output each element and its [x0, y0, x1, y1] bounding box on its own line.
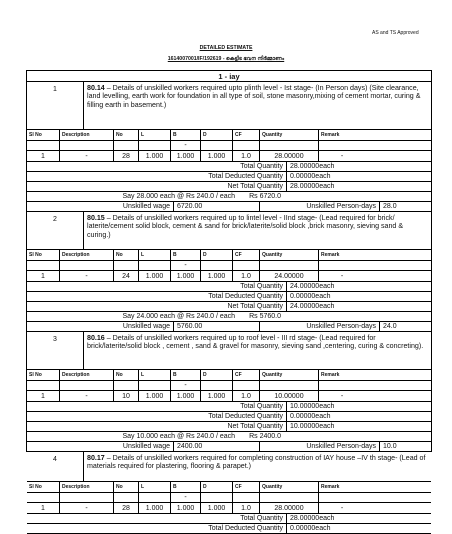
approval-note: AS and TS Approved: [372, 30, 419, 36]
table-cell: Sl No: [29, 484, 42, 490]
table-cell: -: [318, 503, 365, 513]
table-cell: 1: [41, 504, 45, 512]
table-cell: [27, 141, 59, 150]
table-cell: 1.000: [138, 151, 170, 161]
wage-row: [27, 442, 431, 452]
table-cell: Description: [59, 250, 113, 260]
table-cell: Quantity: [259, 370, 318, 380]
table-cell: 1: [41, 272, 45, 280]
net-quantity-row: [27, 422, 431, 432]
table-cell: 1.0: [232, 503, 259, 513]
wage-value: 6720.00: [173, 202, 259, 211]
amount-text: Rs 5760.0: [249, 313, 281, 320]
total-label: Net Total Quantity: [227, 303, 283, 310]
total-quantity-row: [27, 402, 431, 412]
table-cell: 1.000: [200, 391, 232, 401]
table-cell: [138, 493, 170, 502]
table-cell: No: [113, 130, 138, 140]
table-cell: D: [200, 250, 232, 260]
measurement-row: [27, 391, 431, 402]
item-number: 2: [53, 216, 57, 223]
table-cell: B: [170, 370, 200, 380]
item-description-row: [27, 212, 431, 250]
rate-row: [27, 432, 431, 442]
measurement-row: [27, 151, 431, 162]
wage-label: Unskilled wage: [122, 443, 170, 450]
table-cell: [113, 381, 138, 390]
table-cell: [113, 141, 138, 150]
rate-text: Say 24.000 each @ Rs 240.0 / each: [122, 313, 236, 320]
table-cell: 28.00000: [259, 151, 318, 161]
table-cell: [27, 261, 59, 270]
dash-row: [27, 141, 431, 151]
table-cell: 1.000: [138, 391, 170, 401]
table-cell: 1: [41, 152, 45, 160]
item-text: – Details of unskilled workers required up to lintel level - IInd stage- (Lead required for brick/ laterite/cement solid block, cement & sand for brick/laterite/solid block ,brick masonry, sieving sand & curing.): [87, 214, 404, 239]
wage-row: [27, 322, 431, 332]
days-label: Unskilled Person-days: [259, 322, 379, 331]
rate-text: Say 28.000 each @ Rs 240.0 / each: [122, 193, 236, 200]
item-code: 80.14: [87, 84, 105, 92]
total-label: Total Quantity: [240, 163, 283, 170]
rate-row: [27, 192, 431, 202]
measurement-row: [27, 271, 431, 282]
table-cell: -: [170, 261, 200, 270]
table-cell: [59, 381, 113, 390]
column-header-row: [27, 130, 431, 141]
item-number: 4: [53, 456, 57, 463]
table-cell: -: [170, 141, 200, 150]
table-cell: 1.0: [232, 151, 259, 161]
total-label: Total Deducted Quantity: [208, 525, 283, 532]
table-cell: D: [200, 482, 232, 492]
table-cell: CF: [232, 482, 259, 492]
table-cell: 24.00000: [259, 271, 318, 281]
table-cell: Quantity: [259, 482, 318, 492]
total-label: Total Deducted Quantity: [208, 293, 283, 300]
total-value: 28.00000each: [286, 514, 431, 523]
table-cell: -: [318, 271, 365, 281]
table-cell: Quantity: [259, 250, 318, 260]
table-cell: Remark: [318, 482, 365, 492]
total-label: Total Deducted Quantity: [208, 173, 283, 180]
total-deducted-row: [27, 172, 431, 182]
dash-row: [27, 261, 431, 271]
table-cell: [27, 493, 59, 502]
item-text: – Details of unskilled workers required for completing construction of IAY house –IV th stage- (Lead of materials required for plastering, flooring & parapet.): [87, 454, 426, 471]
wage-label: Unskilled wage: [122, 323, 170, 330]
amount-text: Rs 2400.0: [249, 433, 281, 440]
item-code: 80.17: [87, 454, 105, 462]
table-cell: B: [170, 250, 200, 260]
table-cell: L: [138, 482, 170, 492]
total-label: Total Deducted Quantity: [208, 413, 283, 420]
total-quantity-row: [27, 282, 431, 292]
page-title: DETAILED ESTIMATE: [199, 45, 253, 51]
table-cell: Sl No: [29, 252, 42, 258]
column-header-row: [27, 370, 431, 381]
net-quantity-row: [27, 302, 431, 312]
table-cell: B: [170, 130, 200, 140]
table-cell: 10: [113, 391, 138, 401]
item-description: [83, 82, 431, 129]
table-cell: 10.00000: [259, 391, 318, 401]
table-cell: [59, 261, 113, 270]
dash-row: [27, 381, 431, 391]
total-quantity-row: [27, 514, 431, 524]
table-cell: CF: [232, 370, 259, 380]
table-cell: [259, 141, 318, 150]
table-cell: L: [138, 250, 170, 260]
table-cell: 1.000: [200, 151, 232, 161]
total-value: 0.00000each: [286, 524, 431, 533]
table-cell: [318, 381, 365, 390]
table-cell: 1.0: [232, 391, 259, 401]
table-cell: [232, 261, 259, 270]
table-cell: [259, 381, 318, 390]
table-cell: [200, 381, 232, 390]
dash-row: [27, 493, 431, 503]
item-description: [83, 452, 431, 481]
section-row: [27, 71, 431, 82]
wage-value: 5760.00: [173, 322, 259, 331]
total-value: 28.00000each: [286, 182, 431, 191]
table-cell: Remark: [318, 250, 365, 260]
table-cell: [232, 141, 259, 150]
table-cell: L: [138, 370, 170, 380]
total-label: Net Total Quantity: [227, 423, 283, 430]
item-description: [83, 212, 431, 249]
table-cell: B: [170, 482, 200, 492]
total-value: 0.00000each: [286, 172, 431, 181]
table-cell: [59, 493, 113, 502]
table-cell: Description: [59, 130, 113, 140]
table-cell: [113, 261, 138, 270]
table-cell: Description: [59, 482, 113, 492]
rate-text: Say 10.000 each @ Rs 240.0 / each: [122, 433, 236, 440]
days-value: 24.0: [379, 322, 431, 331]
work-reference: 1614007001/IF/192619 - കെട്ടിട ഭവന നിർമ്മാണം: [167, 56, 285, 62]
item-text: – Details of unskilled workers required upto plinth level - Ist stage- (In Person days) (Site clearance, land levelling, earth work for foundation in all type of soil, stone masonry,mixing of cement mortar, curing & filling earth in basement.): [87, 84, 421, 109]
total-value: 0.00000each: [286, 292, 431, 301]
item-number: 3: [53, 336, 57, 343]
table-cell: 1.000: [200, 271, 232, 281]
table-cell: 28: [113, 503, 138, 513]
table-cell: [138, 381, 170, 390]
table-cell: -: [59, 503, 113, 513]
wage-label: Unskilled wage: [122, 203, 170, 210]
table-cell: 1: [41, 392, 45, 400]
total-label: Net Total Quantity: [227, 183, 283, 190]
table-cell: [259, 493, 318, 502]
item-text: – Details of unskilled workers required up to roof level - III rd stage- (Lead required for brick/laterite/solid block , cement , sand & gravel for masonry, sieving sand ,centering, curing & concreting).: [87, 334, 424, 351]
total-value: 24.00000each: [286, 282, 431, 291]
item-description: [83, 332, 431, 369]
total-label: Total Quantity: [240, 515, 283, 522]
days-label: Unskilled Person-days: [259, 202, 379, 211]
item-description-row: [27, 82, 431, 130]
table-cell: CF: [232, 250, 259, 260]
table-cell: 28: [113, 151, 138, 161]
table-cell: Remark: [318, 130, 365, 140]
table-cell: [200, 261, 232, 270]
table-cell: D: [200, 130, 232, 140]
table-cell: Sl No: [29, 372, 42, 378]
table-cell: -: [318, 391, 365, 401]
total-quantity-row: [27, 162, 431, 172]
table-cell: Remark: [318, 370, 365, 380]
table-cell: [59, 141, 113, 150]
table-cell: 1.000: [170, 391, 200, 401]
total-value: 10.00000each: [286, 422, 431, 431]
table-cell: 28.00000: [259, 503, 318, 513]
table-cell: L: [138, 130, 170, 140]
table-cell: [27, 381, 59, 390]
table-cell: -: [170, 381, 200, 390]
table-cell: Quantity: [259, 130, 318, 140]
section-title: 1 - iay: [218, 71, 240, 81]
table-cell: -: [59, 151, 113, 161]
days-value: 10.0: [379, 442, 431, 451]
wage-value: 2400.00: [173, 442, 259, 451]
table-cell: [318, 261, 365, 270]
total-label: Total Quantity: [240, 403, 283, 410]
item-code: 80.16: [87, 334, 105, 342]
table-cell: [318, 141, 365, 150]
estimate-table: [26, 70, 432, 532]
measurement-row: [27, 503, 431, 514]
table-cell: No: [113, 482, 138, 492]
amount-text: Rs 6720.0: [249, 193, 281, 200]
table-cell: [318, 493, 365, 502]
table-cell: [138, 261, 170, 270]
item-code: 80.15: [87, 214, 105, 222]
total-value: 0.00000each: [286, 412, 431, 421]
table-cell: [232, 493, 259, 502]
table-cell: Description: [59, 370, 113, 380]
net-quantity-row: [27, 182, 431, 192]
total-value: 24.00000each: [286, 302, 431, 311]
table-cell: No: [113, 250, 138, 260]
table-cell: CF: [232, 130, 259, 140]
table-cell: [200, 493, 232, 502]
days-label: Unskilled Person-days: [259, 442, 379, 451]
table-cell: -: [59, 391, 113, 401]
column-header-row: [27, 250, 431, 261]
table-cell: 1.000: [200, 503, 232, 513]
item-description-row: [27, 452, 431, 482]
table-cell: 1.000: [170, 151, 200, 161]
total-deducted-row: [27, 292, 431, 302]
table-cell: 24: [113, 271, 138, 281]
table-cell: 1.000: [170, 271, 200, 281]
item-number: 1: [53, 86, 57, 93]
table-cell: 1.0: [232, 271, 259, 281]
column-header-row: [27, 482, 431, 493]
table-cell: -: [170, 493, 200, 502]
table-cell: No: [113, 370, 138, 380]
table-cell: -: [59, 271, 113, 281]
table-cell: [232, 381, 259, 390]
table-cell: Sl No: [29, 132, 42, 138]
table-cell: 1.000: [138, 503, 170, 513]
wage-row: [27, 202, 431, 212]
item-description-row: [27, 332, 431, 370]
total-value: 10.00000each: [286, 402, 431, 411]
table-cell: [200, 141, 232, 150]
table-cell: [138, 141, 170, 150]
table-cell: [259, 261, 318, 270]
table-cell: 1.000: [138, 271, 170, 281]
total-value: 28.00000each: [286, 162, 431, 171]
table-cell: [113, 493, 138, 502]
table-cell: 1.000: [170, 503, 200, 513]
table-cell: D: [200, 370, 232, 380]
total-deducted-row: [27, 412, 431, 422]
total-deducted-row: [27, 524, 431, 534]
total-label: Total Quantity: [240, 283, 283, 290]
days-value: 28.0: [379, 202, 431, 211]
table-cell: -: [318, 151, 365, 161]
rate-row: [27, 312, 431, 322]
